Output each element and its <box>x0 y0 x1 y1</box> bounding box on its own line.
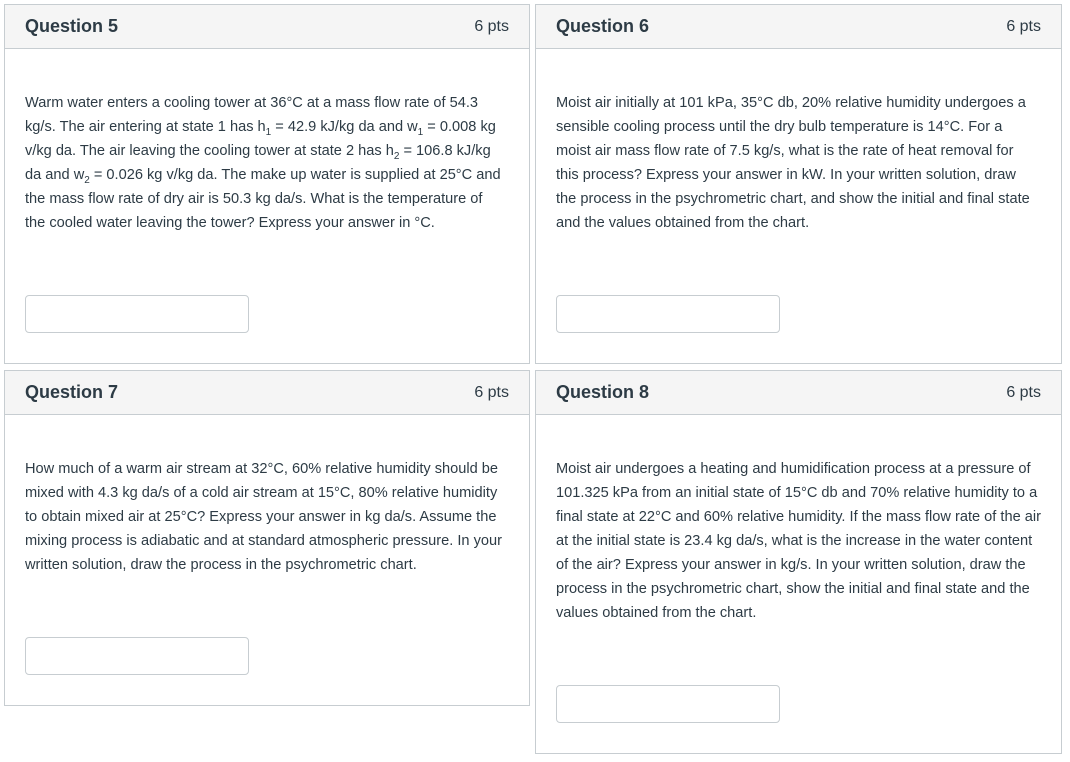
question-5-title: Question 5 <box>25 16 119 36</box>
question-7-header <box>5 371 529 415</box>
question-8-card <box>535 370 1062 754</box>
question-8-points: 6 pts <box>1006 383 1041 401</box>
question-5-card <box>4 4 530 364</box>
question-5-text: Warm water enters a cooling tower at 36°C at a mass flow rate of 54.3 kg/s. The air entering at state 1 has $h_1 = 42.9$ kJ/kg da and $w_1 = 0.008$ kg v/kg da. The air leaving the cooling tower at state 2 has $h_2 = 106.8$ kJ/kg da and $w_2 = 0.026$ kg v/kg da. The make up water is supplied at 25°C and the mass flow rate of dry air is 50.3 kg da/s. What is the temperature of the cooled water leaving the tower? Express your answer in °C. <box>25 95 501 231</box>
question-6-card <box>535 4 1062 364</box>
question-7-points: 6 pts <box>474 383 509 401</box>
question-8-title: Question 8 <box>556 382 650 402</box>
question-8-answer-input[interactable] <box>556 685 780 723</box>
question-5-answer-input[interactable] <box>25 295 249 333</box>
question-7-answer-input[interactable] <box>25 637 249 675</box>
question-6-text: Moist air initially at 101 kPa, 35°C db, 20% relative humidity undergoes a sensible cooling process until the dry bulb temperature is 14°C. For a moist air mass flow rate of 7.5 kg/s, what is the rate of heat removal for this process? Express your answer in kW. In your written solution, draw the process in the psychrometric chart, and show the initial and final state and the values obtained from the chart. <box>556 95 1030 231</box>
question-7-title: Question 7 <box>25 382 119 402</box>
question-7-card <box>4 370 530 706</box>
question-6-header <box>536 5 1061 49</box>
question-6-answer-input[interactable] <box>556 295 780 333</box>
question-6-title: Question 6 <box>556 16 650 36</box>
question-6-points: 6 pts <box>1006 17 1041 35</box>
question-5-header <box>5 5 529 49</box>
question-7-text: How much of a warm air stream at 32°C, 60% relative humidity should be mixed with 4.3 kg da/s of a cold air stream at 15°C, 80% relative humidity to obtain mixed air at 25°C? Express your answer in kg da/s. Assume the mixing process is adiabatic and at standard atmospheric pressure. In your written solution, draw the process in the psychrometric chart. <box>25 461 502 573</box>
question-5-points: 6 pts <box>474 17 509 35</box>
question-8-text: Moist air undergoes a heating and humidification process at a pressure of 101.325 kPa from an initial state of 15°C db and 70% relative humidity to a final state at 22°C and 60% relative humidity. If the mass flow rate of the air at the initial state is 23.4 kg da/s, what is the increase in the water content of the air? Express your answer in kg/s. In your written solution, draw the process in the psychrometric chart, show the initial and final state and the values obtained from the chart. <box>556 461 1041 621</box>
question-8-header <box>536 371 1061 415</box>
